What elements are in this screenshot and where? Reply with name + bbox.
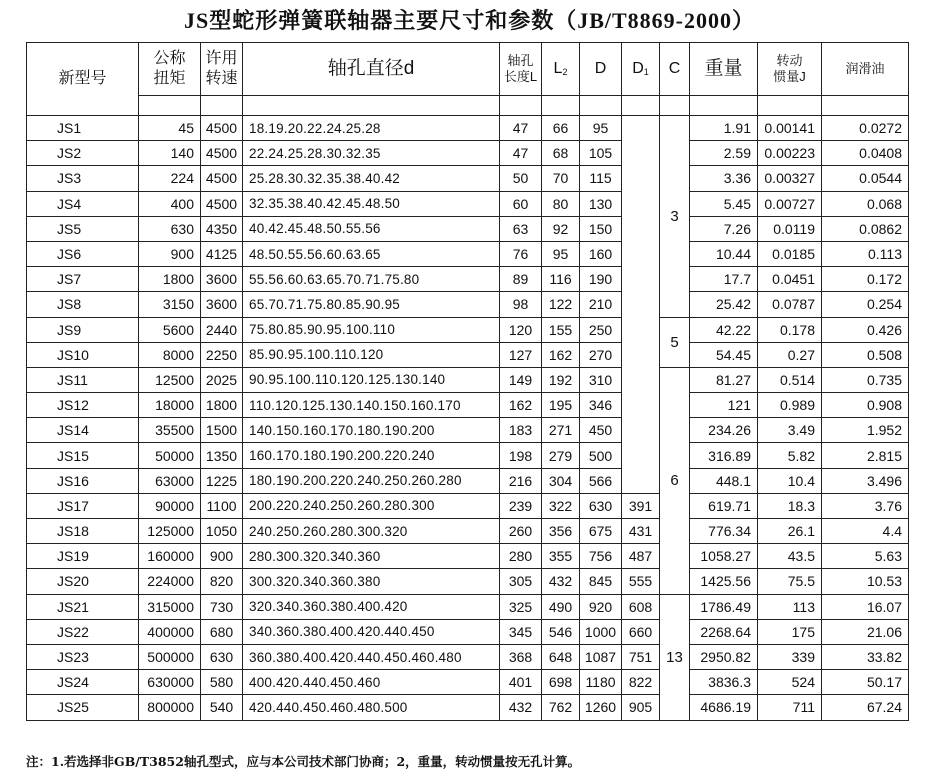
cell-lube: 0.0544 bbox=[822, 166, 909, 191]
header-row bbox=[27, 43, 909, 96]
cell-speed: 1800 bbox=[201, 393, 243, 418]
cell-torque: 224000 bbox=[139, 569, 201, 594]
cell-torque: 900 bbox=[139, 241, 201, 266]
cell-lube: 50.17 bbox=[822, 670, 909, 695]
cell-bore-diameters: 40.42.45.48.50.55.56 bbox=[243, 216, 500, 241]
cell-weight: 10.44 bbox=[690, 241, 758, 266]
cell-l2: 356 bbox=[542, 519, 580, 544]
cell-bore-length: 345 bbox=[500, 619, 542, 644]
cell-d: 346 bbox=[580, 393, 622, 418]
cell-d1: 660 bbox=[622, 619, 660, 644]
cell-torque: 400000 bbox=[139, 619, 201, 644]
cell-d: 1087 bbox=[580, 644, 622, 669]
cell-d: 130 bbox=[580, 191, 622, 216]
cell-d: 1260 bbox=[580, 695, 622, 720]
cell-speed: 730 bbox=[201, 594, 243, 619]
cell-l2: 432 bbox=[542, 569, 580, 594]
cell-bore-length: 401 bbox=[500, 670, 542, 695]
cell-bore-diameters: 160.170.180.190.200.220.240 bbox=[243, 443, 500, 468]
cell-weight: 234.26 bbox=[690, 418, 758, 443]
cell-bore-length: 216 bbox=[500, 468, 542, 493]
table-row bbox=[27, 569, 909, 594]
cell-d: 450 bbox=[580, 418, 622, 443]
cell-model: JS14 bbox=[27, 418, 139, 443]
cell-weight: 5.45 bbox=[690, 191, 758, 216]
cell-inertia: 0.178 bbox=[758, 317, 822, 342]
cell-bore-diameters: 22.24.25.28.30.32.35 bbox=[243, 141, 500, 166]
cell-lube: 0.0272 bbox=[822, 116, 909, 141]
cell-weight: 316.89 bbox=[690, 443, 758, 468]
table-row bbox=[27, 544, 909, 569]
cell-d1: 751 bbox=[622, 644, 660, 669]
cell-d1: 391 bbox=[622, 493, 660, 518]
cell-inertia: 0.0119 bbox=[758, 216, 822, 241]
cell-bore-diameters: 180.190.200.220.240.250.260.280 bbox=[243, 468, 500, 493]
cell-d: 845 bbox=[580, 569, 622, 594]
cell-bore-diameters: 48.50.55.56.60.63.65 bbox=[243, 241, 500, 266]
cell-bore-diameters: 420.440.450.460.480.500 bbox=[243, 695, 500, 720]
table-row bbox=[27, 141, 909, 166]
cell-lube: 0.172 bbox=[822, 267, 909, 292]
cell-l2: 546 bbox=[542, 619, 580, 644]
cell-bore-length: 183 bbox=[500, 418, 542, 443]
col-header-torque: 公称 扭矩 bbox=[139, 43, 201, 96]
cell-inertia: 0.27 bbox=[758, 342, 822, 367]
cell-weight: 7.26 bbox=[690, 216, 758, 241]
cell-weight: 81.27 bbox=[690, 367, 758, 392]
cell-weight: 2950.82 bbox=[690, 644, 758, 669]
cell-d: 270 bbox=[580, 342, 622, 367]
cell-bore-diameters: 340.360.380.400.420.440.450 bbox=[243, 619, 500, 644]
cell-speed: 3600 bbox=[201, 292, 243, 317]
cell-d: 630 bbox=[580, 493, 622, 518]
cell-l2: 192 bbox=[542, 367, 580, 392]
cell-lube: 3.76 bbox=[822, 493, 909, 518]
cell-inertia: 5.82 bbox=[758, 443, 822, 468]
col-header-model: 新型号 bbox=[27, 43, 139, 116]
cell-torque: 5600 bbox=[139, 317, 201, 342]
cell-d: 250 bbox=[580, 317, 622, 342]
cell-d: 920 bbox=[580, 594, 622, 619]
table-row bbox=[27, 594, 909, 619]
cell-bore-diameters: 25.28.30.32.35.38.40.42 bbox=[243, 166, 500, 191]
cell-model: JS22 bbox=[27, 619, 139, 644]
cell-d: 115 bbox=[580, 166, 622, 191]
table-row bbox=[27, 393, 909, 418]
cell-torque: 63000 bbox=[139, 468, 201, 493]
cell-lube: 2.815 bbox=[822, 443, 909, 468]
cell-speed: 2440 bbox=[201, 317, 243, 342]
cell-model: JS3 bbox=[27, 166, 139, 191]
col-header-bore: 轴孔直径d bbox=[243, 43, 500, 96]
cell-model: JS9 bbox=[27, 317, 139, 342]
cell-bore-length: 47 bbox=[500, 116, 542, 141]
cell-lube: 67.24 bbox=[822, 695, 909, 720]
cell-bore-length: 50 bbox=[500, 166, 542, 191]
cell-torque: 630000 bbox=[139, 670, 201, 695]
table-row bbox=[27, 267, 909, 292]
cell-lube: 0.0862 bbox=[822, 216, 909, 241]
cell-bore-length: 280 bbox=[500, 544, 542, 569]
cell-weight: 17.7 bbox=[690, 267, 758, 292]
cell-torque: 50000 bbox=[139, 443, 201, 468]
cell-bore-length: 305 bbox=[500, 569, 542, 594]
cell-bore-diameters: 65.70.71.75.80.85.90.95 bbox=[243, 292, 500, 317]
cell-model: JS5 bbox=[27, 216, 139, 241]
table-row bbox=[27, 644, 909, 669]
table-row bbox=[27, 342, 909, 367]
table-row bbox=[27, 367, 909, 392]
cell-inertia: 175 bbox=[758, 619, 822, 644]
cell-model: JS4 bbox=[27, 191, 139, 216]
cell-l2: 490 bbox=[542, 594, 580, 619]
cell-weight: 25.42 bbox=[690, 292, 758, 317]
cell-l2: 279 bbox=[542, 443, 580, 468]
cell-speed: 2025 bbox=[201, 367, 243, 392]
cell-speed: 3600 bbox=[201, 267, 243, 292]
cell-speed: 1500 bbox=[201, 418, 243, 443]
cell-bore-length: 368 bbox=[500, 644, 542, 669]
cell-weight: 54.45 bbox=[690, 342, 758, 367]
cell-d: 1000 bbox=[580, 619, 622, 644]
cell-bore-length: 63 bbox=[500, 216, 542, 241]
cell-model: JS11 bbox=[27, 367, 139, 392]
cell-model: JS24 bbox=[27, 670, 139, 695]
table-row bbox=[27, 116, 909, 141]
cell-torque: 500000 bbox=[139, 644, 201, 669]
cell-bore-length: 432 bbox=[500, 695, 542, 720]
col-header-bore-length: 轴孔 长度L bbox=[500, 43, 542, 96]
cell-inertia: 524 bbox=[758, 670, 822, 695]
table-row bbox=[27, 519, 909, 544]
cell-torque: 3150 bbox=[139, 292, 201, 317]
cell-inertia: 75.5 bbox=[758, 569, 822, 594]
cell-speed: 820 bbox=[201, 569, 243, 594]
cell-l2: 155 bbox=[542, 317, 580, 342]
spec-table bbox=[26, 42, 909, 721]
cell-l2: 271 bbox=[542, 418, 580, 443]
cell-weight: 2.59 bbox=[690, 141, 758, 166]
cell-l2: 95 bbox=[542, 241, 580, 266]
cell-model: JS6 bbox=[27, 241, 139, 266]
col-header-l2: $L_2$ bbox=[542, 43, 580, 96]
cell-d: 500 bbox=[580, 443, 622, 468]
cell-bore-diameters: 200.220.240.250.260.280.300 bbox=[243, 493, 500, 518]
cell-model: JS8 bbox=[27, 292, 139, 317]
cell-weight: 1.91 bbox=[690, 116, 758, 141]
cell-bore-diameters: 240.250.260.280.300.320 bbox=[243, 519, 500, 544]
table-row bbox=[27, 292, 909, 317]
cell-d: 190 bbox=[580, 267, 622, 292]
cell-l2: 648 bbox=[542, 644, 580, 669]
cell-lube: 1.952 bbox=[822, 418, 909, 443]
cell-model: JS7 bbox=[27, 267, 139, 292]
table-row bbox=[27, 241, 909, 266]
cell-l2: 304 bbox=[542, 468, 580, 493]
cell-bore-diameters: 90.95.100.110.120.125.130.140 bbox=[243, 367, 500, 392]
cell-speed: 580 bbox=[201, 670, 243, 695]
table-row bbox=[27, 468, 909, 493]
cell-speed: 4500 bbox=[201, 191, 243, 216]
table-row bbox=[27, 191, 909, 216]
cell-bore-length: 47 bbox=[500, 141, 542, 166]
cell-c-group: 13 bbox=[660, 594, 690, 720]
cell-bore-diameters: 75.80.85.90.95.100.110 bbox=[243, 317, 500, 342]
cell-model: JS25 bbox=[27, 695, 139, 720]
cell-d: 566 bbox=[580, 468, 622, 493]
cell-torque: 800000 bbox=[139, 695, 201, 720]
table-row bbox=[27, 418, 909, 443]
cell-d: 95 bbox=[580, 116, 622, 141]
cell-torque: 315000 bbox=[139, 594, 201, 619]
cell-model: JS15 bbox=[27, 443, 139, 468]
cell-bore-length: 98 bbox=[500, 292, 542, 317]
cell-speed: 4500 bbox=[201, 166, 243, 191]
cell-bore-length: 120 bbox=[500, 317, 542, 342]
cell-speed: 1100 bbox=[201, 493, 243, 518]
cell-d: 160 bbox=[580, 241, 622, 266]
cell-bore-length: 76 bbox=[500, 241, 542, 266]
cell-lube: 0.908 bbox=[822, 393, 909, 418]
cell-torque: 400 bbox=[139, 191, 201, 216]
cell-l2: 122 bbox=[542, 292, 580, 317]
cell-d: 310 bbox=[580, 367, 622, 392]
col-header-lube: 润滑油 bbox=[822, 43, 909, 96]
cell-speed: 1050 bbox=[201, 519, 243, 544]
col-header-inertia: 转动 惯量J bbox=[758, 43, 822, 96]
col-header-weight: 重量 bbox=[690, 43, 758, 96]
cell-lube: 33.82 bbox=[822, 644, 909, 669]
cell-c-group: 6 bbox=[660, 367, 690, 594]
cell-speed: 1350 bbox=[201, 443, 243, 468]
cell-torque: 160000 bbox=[139, 544, 201, 569]
cell-weight: 121 bbox=[690, 393, 758, 418]
cell-weight: 619.71 bbox=[690, 493, 758, 518]
table-row bbox=[27, 670, 909, 695]
cell-bore-length: 198 bbox=[500, 443, 542, 468]
cell-d: 675 bbox=[580, 519, 622, 544]
cell-torque: 45 bbox=[139, 116, 201, 141]
cell-inertia: 0.514 bbox=[758, 367, 822, 392]
cell-l2: 355 bbox=[542, 544, 580, 569]
cell-bore-diameters: 400.420.440.450.460 bbox=[243, 670, 500, 695]
cell-bore-diameters: 280.300.320.340.360 bbox=[243, 544, 500, 569]
table-row bbox=[27, 317, 909, 342]
cell-l2: 68 bbox=[542, 141, 580, 166]
cell-torque: 90000 bbox=[139, 493, 201, 518]
cell-inertia: 711 bbox=[758, 695, 822, 720]
cell-model: JS16 bbox=[27, 468, 139, 493]
cell-lube: 0.113 bbox=[822, 241, 909, 266]
cell-model: JS10 bbox=[27, 342, 139, 367]
cell-l2: 70 bbox=[542, 166, 580, 191]
cell-inertia: 0.00727 bbox=[758, 191, 822, 216]
cell-speed: 680 bbox=[201, 619, 243, 644]
footnote: 注：1.若选择非GB/T3852轴孔型式，应与本公司技术部门协商；2，重量，转动惯量按无孔计算。 bbox=[26, 754, 581, 769]
cell-d: 210 bbox=[580, 292, 622, 317]
cell-speed: 1225 bbox=[201, 468, 243, 493]
cell-model: JS1 bbox=[27, 116, 139, 141]
cell-weight: 4686.19 bbox=[690, 695, 758, 720]
cell-model: JS20 bbox=[27, 569, 139, 594]
cell-weight: 1786.49 bbox=[690, 594, 758, 619]
cell-inertia: 113 bbox=[758, 594, 822, 619]
cell-inertia: 0.0787 bbox=[758, 292, 822, 317]
cell-speed: 630 bbox=[201, 644, 243, 669]
cell-speed: 900 bbox=[201, 544, 243, 569]
cell-d1: 555 bbox=[622, 569, 660, 594]
cell-d: 105 bbox=[580, 141, 622, 166]
cell-bore-diameters: 110.120.125.130.140.150.160.170 bbox=[243, 393, 500, 418]
cell-model: JS12 bbox=[27, 393, 139, 418]
cell-speed: 4125 bbox=[201, 241, 243, 266]
cell-lube: 0.508 bbox=[822, 342, 909, 367]
cell-speed: 4500 bbox=[201, 141, 243, 166]
cell-inertia: 26.1 bbox=[758, 519, 822, 544]
cell-d: 1180 bbox=[580, 670, 622, 695]
cell-weight: 42.22 bbox=[690, 317, 758, 342]
cell-l2: 80 bbox=[542, 191, 580, 216]
cell-model: JS21 bbox=[27, 594, 139, 619]
cell-d: 150 bbox=[580, 216, 622, 241]
cell-torque: 35500 bbox=[139, 418, 201, 443]
cell-inertia: 10.4 bbox=[758, 468, 822, 493]
cell-speed: 2250 bbox=[201, 342, 243, 367]
cell-bore-length: 60 bbox=[500, 191, 542, 216]
cell-torque: 125000 bbox=[139, 519, 201, 544]
cell-weight: 1425.56 bbox=[690, 569, 758, 594]
cell-inertia: 0.989 bbox=[758, 393, 822, 418]
cell-bore-length: 89 bbox=[500, 267, 542, 292]
col-header-speed: 许用 转速 bbox=[201, 43, 243, 96]
cell-lube: 0.0408 bbox=[822, 141, 909, 166]
cell-bore-length: 149 bbox=[500, 367, 542, 392]
cell-torque: 224 bbox=[139, 166, 201, 191]
cell-torque: 1800 bbox=[139, 267, 201, 292]
cell-inertia: 18.3 bbox=[758, 493, 822, 518]
cell-torque: 140 bbox=[139, 141, 201, 166]
cell-torque: 12500 bbox=[139, 367, 201, 392]
cell-inertia: 0.00223 bbox=[758, 141, 822, 166]
cell-inertia: 3.49 bbox=[758, 418, 822, 443]
cell-bore-diameters: 32.35.38.40.42.45.48.50 bbox=[243, 191, 500, 216]
cell-torque: 630 bbox=[139, 216, 201, 241]
cell-l2: 66 bbox=[542, 116, 580, 141]
cell-speed: 4350 bbox=[201, 216, 243, 241]
cell-lube: 4.4 bbox=[822, 519, 909, 544]
cell-d1-empty bbox=[622, 116, 660, 494]
cell-speed: 540 bbox=[201, 695, 243, 720]
cell-bore-diameters: 85.90.95.100.110.120 bbox=[243, 342, 500, 367]
cell-d1: 905 bbox=[622, 695, 660, 720]
table-row bbox=[27, 216, 909, 241]
cell-weight: 3836.3 bbox=[690, 670, 758, 695]
table-row bbox=[27, 493, 909, 518]
cell-l2: 116 bbox=[542, 267, 580, 292]
cell-d1: 608 bbox=[622, 594, 660, 619]
page-title: JS型蛇形弹簧联轴器主要尺寸和参数（JB/T8869-2000） bbox=[183, 8, 756, 33]
cell-l2: 698 bbox=[542, 670, 580, 695]
cell-d1: 487 bbox=[622, 544, 660, 569]
cell-weight: 776.34 bbox=[690, 519, 758, 544]
cell-lube: 3.496 bbox=[822, 468, 909, 493]
cell-bore-diameters: 55.56.60.63.65.70.71.75.80 bbox=[243, 267, 500, 292]
cell-torque: 18000 bbox=[139, 393, 201, 418]
cell-speed: 4500 bbox=[201, 116, 243, 141]
cell-inertia: 339 bbox=[758, 644, 822, 669]
cell-l2: 322 bbox=[542, 493, 580, 518]
table-row bbox=[27, 166, 909, 191]
cell-model: JS17 bbox=[27, 493, 139, 518]
cell-lube: 0.735 bbox=[822, 367, 909, 392]
cell-inertia: 0.0185 bbox=[758, 241, 822, 266]
cell-bore-length: 260 bbox=[500, 519, 542, 544]
cell-torque: 8000 bbox=[139, 342, 201, 367]
table-row bbox=[27, 619, 909, 644]
cell-bore-diameters: 360.380.400.420.440.450.460.480 bbox=[243, 644, 500, 669]
cell-bore-diameters: 18.19.20.22.24.25.28 bbox=[243, 116, 500, 141]
cell-model: JS19 bbox=[27, 544, 139, 569]
cell-bore-length: 127 bbox=[500, 342, 542, 367]
col-header-c: C bbox=[660, 43, 690, 96]
cell-bore-length: 239 bbox=[500, 493, 542, 518]
cell-inertia: 0.00141 bbox=[758, 116, 822, 141]
cell-l2: 162 bbox=[542, 342, 580, 367]
col-header-d: D bbox=[580, 43, 622, 96]
table-row bbox=[27, 695, 909, 720]
cell-l2: 195 bbox=[542, 393, 580, 418]
cell-weight: 448.1 bbox=[690, 468, 758, 493]
cell-c-group: 3 bbox=[660, 116, 690, 318]
cell-bore-diameters: 140.150.160.170.180.190.200 bbox=[243, 418, 500, 443]
table-body bbox=[27, 43, 909, 721]
cell-l2: 92 bbox=[542, 216, 580, 241]
cell-bore-diameters: 300.320.340.360.380 bbox=[243, 569, 500, 594]
table-row bbox=[27, 443, 909, 468]
cell-model: JS23 bbox=[27, 644, 139, 669]
cell-bore-diameters: 320.340.360.380.400.420 bbox=[243, 594, 500, 619]
cell-d1: 431 bbox=[622, 519, 660, 544]
cell-lube: 10.53 bbox=[822, 569, 909, 594]
cell-model: JS18 bbox=[27, 519, 139, 544]
cell-inertia: 0.0451 bbox=[758, 267, 822, 292]
cell-lube: 5.63 bbox=[822, 544, 909, 569]
cell-lube: 0.254 bbox=[822, 292, 909, 317]
cell-d1: 822 bbox=[622, 670, 660, 695]
cell-weight: 1058.27 bbox=[690, 544, 758, 569]
cell-bore-length: 162 bbox=[500, 393, 542, 418]
cell-lube: 0.068 bbox=[822, 191, 909, 216]
blank-row bbox=[27, 96, 909, 116]
cell-weight: 2268.64 bbox=[690, 619, 758, 644]
cell-c-group: 5 bbox=[660, 317, 690, 367]
cell-inertia: 0.00327 bbox=[758, 166, 822, 191]
cell-weight: 3.36 bbox=[690, 166, 758, 191]
cell-bore-length: 325 bbox=[500, 594, 542, 619]
cell-lube: 16.07 bbox=[822, 594, 909, 619]
cell-inertia: 43.5 bbox=[758, 544, 822, 569]
cell-lube: 0.426 bbox=[822, 317, 909, 342]
cell-l2: 762 bbox=[542, 695, 580, 720]
cell-d: 756 bbox=[580, 544, 622, 569]
cell-model: JS2 bbox=[27, 141, 139, 166]
col-header-d1: $D_1$ bbox=[622, 43, 660, 96]
cell-lube: 21.06 bbox=[822, 619, 909, 644]
